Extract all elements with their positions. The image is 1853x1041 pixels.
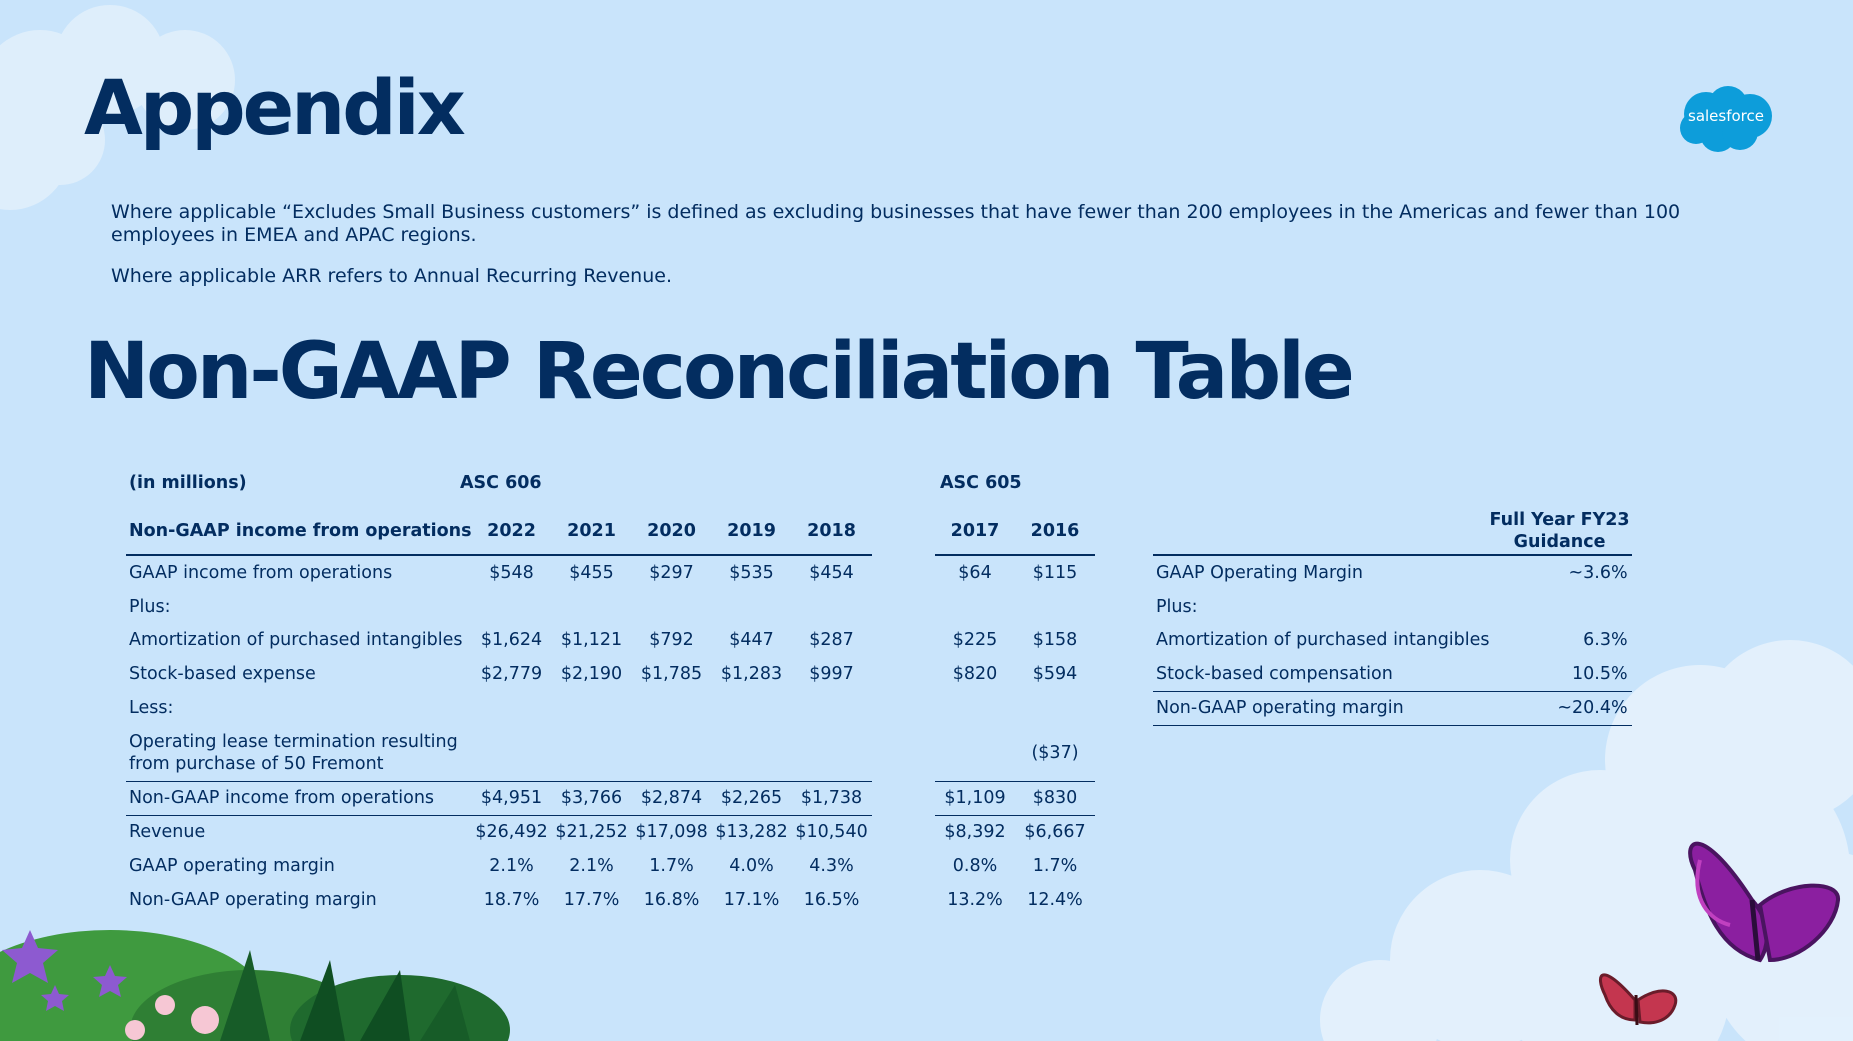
- cell: $225: [952, 630, 998, 650]
- table-row: [126, 555, 872, 590]
- year-header: 2020: [632, 508, 712, 555]
- cell: $2,779: [480, 664, 543, 684]
- cell: $1,624: [480, 630, 543, 650]
- cell: 16.5%: [803, 890, 860, 910]
- cell: $26,492: [475, 822, 548, 843]
- table-row: [935, 849, 1095, 883]
- guidance-header-line: Full Year FY23: [1489, 510, 1630, 530]
- cell: $2,874: [632, 781, 712, 815]
- row-label: Stock-based compensation: [1153, 657, 1490, 691]
- cell: 0.8%: [952, 856, 998, 876]
- row-label: Non-GAAP operating margin: [129, 890, 377, 910]
- cell: $10,540: [795, 822, 868, 843]
- table-row: [935, 691, 1095, 725]
- table-row: [935, 815, 1095, 849]
- appendix-note-arr: Where applicable ARR refers to Annual Recurring Revenue.: [111, 265, 672, 287]
- cell: $548: [489, 563, 534, 583]
- table-row: [126, 590, 872, 623]
- table-row: [935, 883, 1095, 917]
- table-row: [126, 657, 872, 691]
- year-header: 2022: [472, 508, 552, 555]
- cell: $8,392: [944, 822, 1006, 843]
- cell: 4.0%: [729, 856, 774, 876]
- cell: $6,667: [1024, 822, 1086, 843]
- row-label: GAAP Operating Margin: [1156, 563, 1363, 583]
- cell: $1,121: [560, 630, 623, 650]
- salesforce-logo: [1676, 84, 1776, 154]
- header-label: Non-GAAP income from operations: [126, 508, 472, 555]
- cell: ($37): [1015, 725, 1095, 781]
- table-row: [126, 883, 872, 917]
- row-label: Revenue: [129, 822, 206, 843]
- cell: $535: [729, 563, 774, 583]
- cell: $2,265: [712, 781, 792, 815]
- table-row: [126, 815, 872, 849]
- cell: $1,738: [792, 781, 872, 815]
- table-row: [126, 691, 872, 725]
- year-header: 2018: [792, 508, 872, 555]
- row-label-line: from purchase of 50 Fremont: [129, 753, 384, 774]
- cell: $792: [649, 630, 694, 650]
- table-header-row: [1153, 508, 1632, 555]
- table-row: [935, 590, 1095, 623]
- table-row: [935, 555, 1095, 590]
- cell: $830: [1015, 781, 1095, 815]
- table-row: [1153, 657, 1632, 691]
- cell: $115: [1032, 563, 1078, 583]
- cell: 10.5%: [1490, 657, 1632, 691]
- table-row: [1153, 691, 1632, 725]
- cell: 12.4%: [1027, 890, 1083, 910]
- appendix-title: Appendix: [84, 63, 463, 152]
- cell: $64: [958, 563, 992, 583]
- table-header-row: [935, 508, 1095, 555]
- year-header: 2017: [935, 508, 1015, 555]
- cell: 4.3%: [809, 856, 854, 876]
- cell: $997: [809, 664, 854, 684]
- cell: 17.1%: [723, 890, 780, 910]
- cell: $13,282: [715, 822, 788, 843]
- cell: $17,098: [635, 822, 708, 843]
- table-row: [935, 657, 1095, 691]
- cell: $1,785: [640, 664, 703, 684]
- guidance-header-line: Guidance: [1513, 532, 1606, 552]
- svg-text:salesforce: salesforce: [1688, 107, 1764, 125]
- cell: $820: [952, 664, 998, 684]
- cell: $447: [729, 630, 774, 650]
- cell: $158: [1032, 630, 1078, 650]
- appendix-note-small-business: Where applicable “Excludes Small Business customers” is defined as excluding businesses that have fewer than 200 employees in the Americas and fewer than 100 employees in EMEA and APAC regions.: [111, 201, 1681, 246]
- cell: $287: [809, 630, 854, 650]
- year-header: 2021: [552, 508, 632, 555]
- row-label: Plus:: [129, 596, 171, 617]
- row-label: Amortization of purchased intangibles: [129, 630, 463, 650]
- row-label: Amortization of purchased intangibles: [1156, 630, 1490, 650]
- cell: 1.7%: [1032, 856, 1078, 876]
- asc606-label: ASC 606: [460, 473, 542, 493]
- cell: $297: [649, 563, 694, 583]
- cell: 16.8%: [643, 890, 700, 910]
- row-label: Non-GAAP operating margin: [1153, 691, 1490, 725]
- cell: $4,951: [472, 781, 552, 815]
- table-header-row: [126, 508, 872, 555]
- cell: $1,109: [935, 781, 1015, 815]
- cell: $454: [809, 563, 854, 583]
- cell: 2.1%: [489, 856, 534, 876]
- table-row: [935, 623, 1095, 657]
- year-header: 2016: [1015, 508, 1095, 555]
- row-label: Plus:: [1156, 596, 1198, 617]
- cell: 2.1%: [569, 856, 614, 876]
- row-label: GAAP operating margin: [129, 856, 335, 876]
- cell: $455: [569, 563, 614, 583]
- guidance-table: [1153, 508, 1632, 726]
- table-row: [126, 623, 872, 657]
- cell: $3,766: [552, 781, 632, 815]
- cell: $2,190: [560, 664, 623, 684]
- cell: $1,283: [720, 664, 783, 684]
- units-label: (in millions): [129, 473, 247, 493]
- table-row: [1153, 555, 1632, 590]
- foliage-icon: [0, 930, 510, 1041]
- cell: $594: [1032, 664, 1078, 684]
- table-row: [1153, 590, 1632, 623]
- cell: 17.7%: [563, 890, 620, 910]
- table-row: [126, 781, 872, 815]
- table-row: [935, 725, 1095, 781]
- cell: $21,252: [555, 822, 628, 843]
- year-header: 2019: [712, 508, 792, 555]
- cell: 1.7%: [649, 856, 694, 876]
- row-label: GAAP income from operations: [129, 563, 393, 583]
- row-label: [126, 725, 472, 781]
- cell: 18.7%: [483, 890, 540, 910]
- asc606-table: [126, 508, 872, 917]
- row-label: Stock-based expense: [129, 664, 316, 684]
- cell: 6.3%: [1583, 630, 1628, 650]
- cell: ~20.4%: [1490, 691, 1632, 725]
- row-label: Non-GAAP income from operations: [126, 781, 472, 815]
- guidance-header: [1490, 508, 1632, 555]
- section-title: Non-GAAP Reconciliation Table: [84, 327, 1352, 417]
- table-row: [126, 725, 872, 781]
- table-row: [1153, 623, 1632, 657]
- table-row: [935, 781, 1095, 815]
- asc605-table: [935, 508, 1095, 917]
- table-row: [126, 849, 872, 883]
- cell: ~3.6%: [1568, 563, 1628, 583]
- cell: 13.2%: [947, 890, 1003, 910]
- row-label-line: Operating lease termination resulting: [129, 731, 458, 752]
- row-label: Less:: [129, 698, 174, 718]
- asc605-label: ASC 605: [940, 473, 1022, 493]
